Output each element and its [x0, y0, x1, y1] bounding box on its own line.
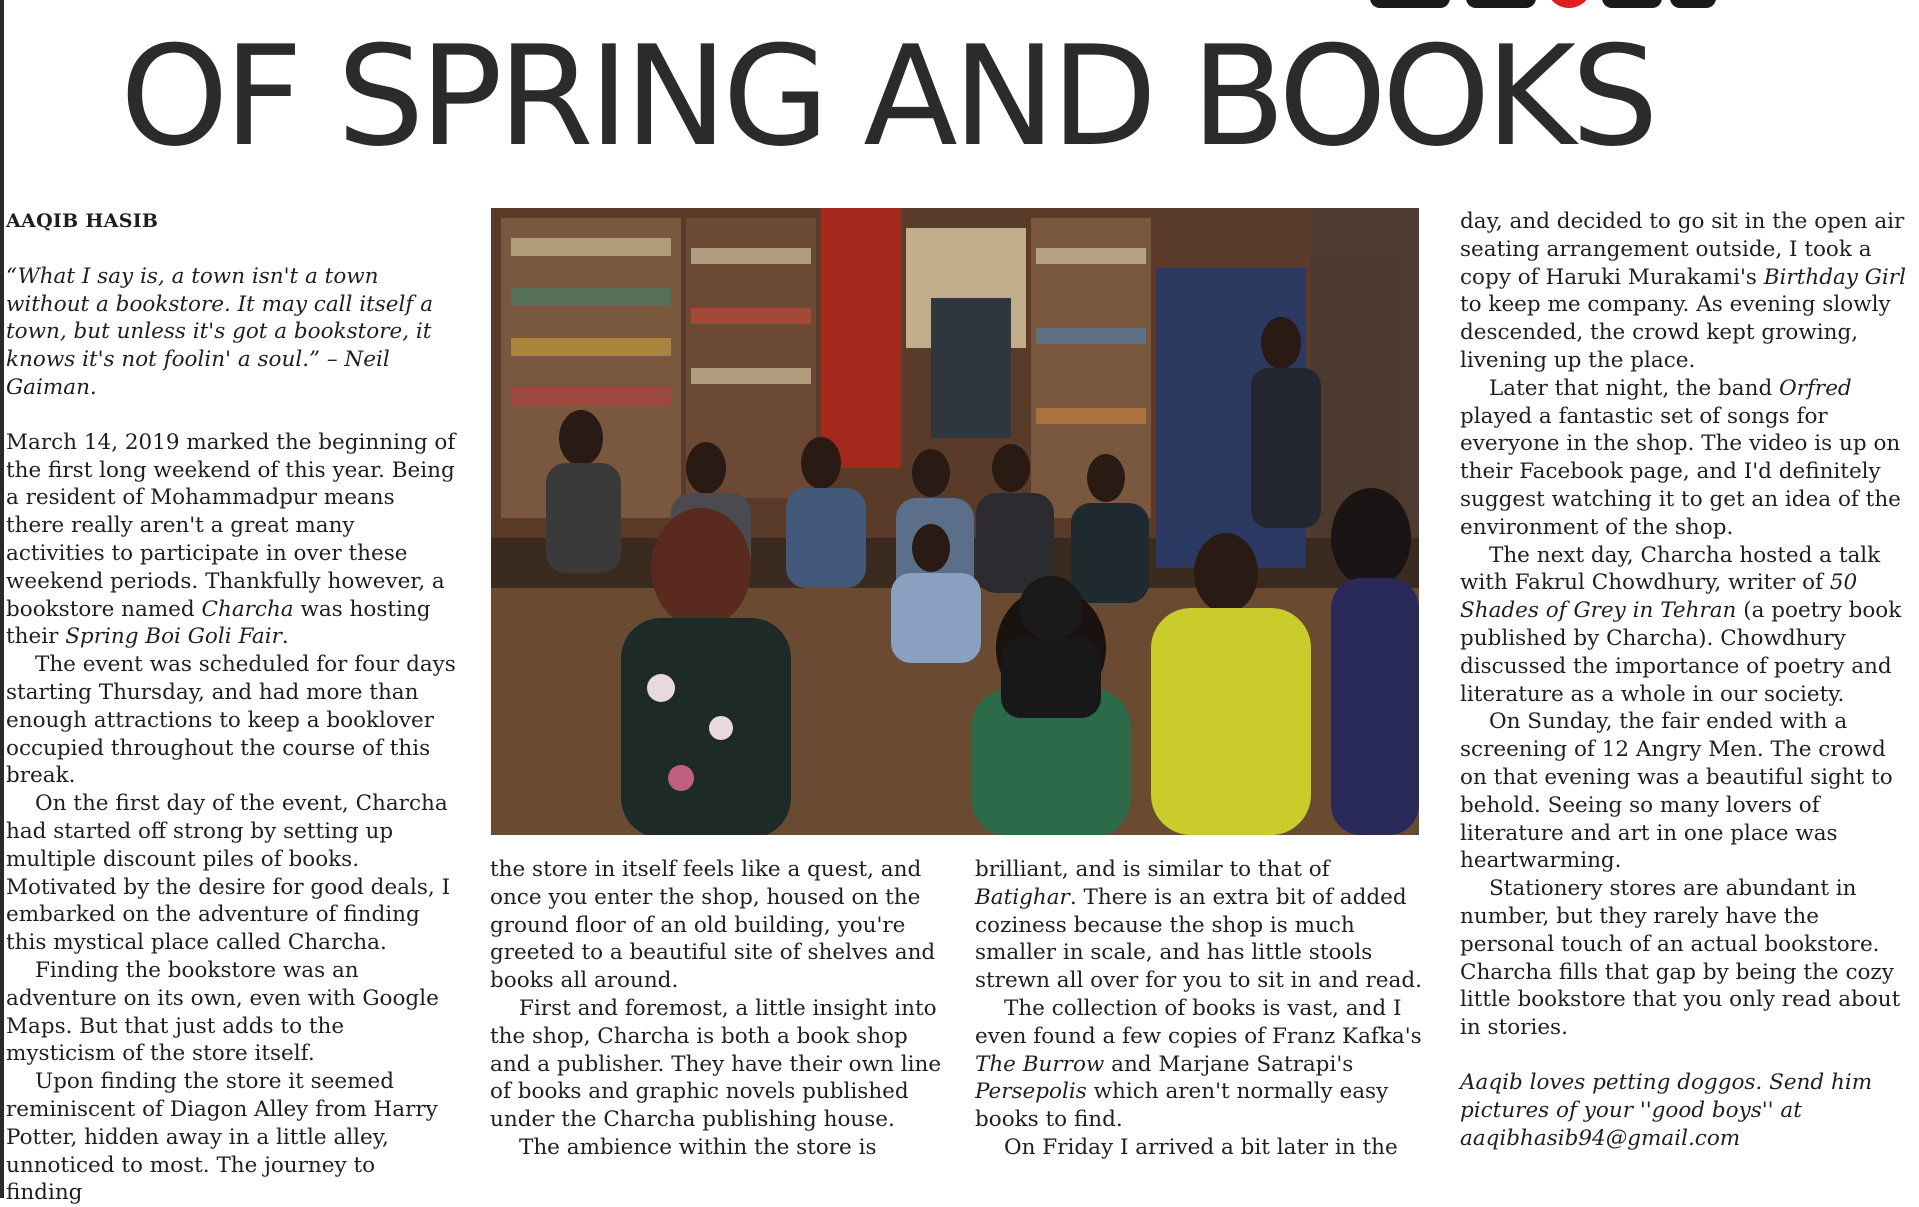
paragraph: On Friday I arrived a bit later in the	[1004, 1134, 1398, 1160]
paragraph: The ambience within the store is	[519, 1134, 877, 1160]
paragraph: The event was scheduled for four days starting Thursday, and had more than enough attractions to keep a booklover occupied throughout the course of this break.	[6, 652, 456, 789]
article-column-1	[6, 208, 456, 1207]
paragraph: First and foremost, a little insight into the shop, Charcha is both a book shop and a publisher. They have their own line of books and graphic novels published under the Charcha publishing house.	[490, 995, 942, 1133]
paragraph: Stationery stores are abundant in number, but they rarely have the personal touch of an actual bookstore. Charcha fills that gap by being the cozy little bookstore that you only read about in stories.	[1460, 876, 1901, 1041]
paragraph: Later that night, the band Orfred played a fantastic set of songs for everyone in the shop. The video is up on their Facebook page, and I'd definitely suggest watching it to get an idea of the environment of the shop.	[1460, 375, 1901, 540]
paragraph: The collection of books is vast, and I even found a few copies of Franz Kafka's The Burrow and Marjane Satrapi's Persepolis which aren't normally easy books to find.	[975, 995, 1422, 1133]
paragraph: Upon finding the store it seemed reminiscent of Diagon Alley from Harry Potter, hidden away in a little alley, unnoticed to most. The journey to finding	[6, 1069, 438, 1206]
paragraph: On the first day of the event, Charcha had started off strong by setting up multiple discount piles of books. Motivated by the desire for good deals, I embarked on the adventure of finding this mystical place called Charcha.	[6, 791, 451, 956]
headline: OF SPRING AND BOOKS	[120, 16, 1654, 177]
byline: AAQIB HASIB	[6, 210, 159, 232]
photo-icon	[491, 208, 1419, 835]
paragraph: Finding the bookstore was an adventure on its own, even with Google Maps. But that just adds to the mysticism of the store itself.	[6, 957, 439, 1067]
article-photo	[491, 208, 1419, 835]
article-column-3	[975, 856, 1435, 1162]
paragraph: March 14, 2019 marked the beginning of the first long weekend of this year. Being a resident of Mohammadpur means there really aren't a great many activities to participate in over these weekend periods. Thankfully however, a bookstore named Charcha was hosting their Spring Boi Goli Fair.	[6, 429, 456, 650]
paragraph: the store in itself feels like a quest, and once you enter the shop, housed on the ground floor of an old building, you're greeted to a beautiful site of shelves and books all around.	[490, 857, 936, 994]
paragraph: brilliant, and is similar to that of Batighar. There is an extra bit of added coziness because the shop is much smaller in scale, and has little stools strewn all over for you to sit in and read.	[975, 857, 1422, 994]
paragraph: The next day, Charcha hosted a talk with Fakrul Chowdhury, writer of 50 Shades of Grey in Tehran (a poetry book published by Charcha). Chowdhury discussed the importance of poetry and literature as a whole in our society.	[1460, 542, 1902, 707]
author-bio: Aaqib loves petting doggos. Send him pictures of your ''good boys'' at aaqibhasib94@gmail.com	[1460, 1069, 1873, 1151]
page-edge	[0, 0, 4, 1198]
epigraph-quote: “What I say is, a town isn't a town without a bookstore. It may call itself a town, but unless it's got a bookstore, it knows it's not foolin' a soul.” – Neil Gaiman.	[6, 263, 434, 400]
article-column-4	[1460, 208, 1915, 1152]
article-column-2	[490, 856, 950, 1162]
section-masthead-logo	[1370, 0, 1890, 14]
paragraph: On Sunday, the fair ended with a screening of 12 Angry Men. The crowd on that evening was a beautiful sight to behold. Seeing so many lovers of literature and art in one place was heartwarming.	[1460, 709, 1893, 874]
paragraph: day, and decided to go sit in the open air seating arrangement outside, I took a copy of Haruki Murakami's Birthday Girl to keep me company. As evening slowly descended, the crowd kept growing, livening up the place.	[1460, 209, 1906, 373]
